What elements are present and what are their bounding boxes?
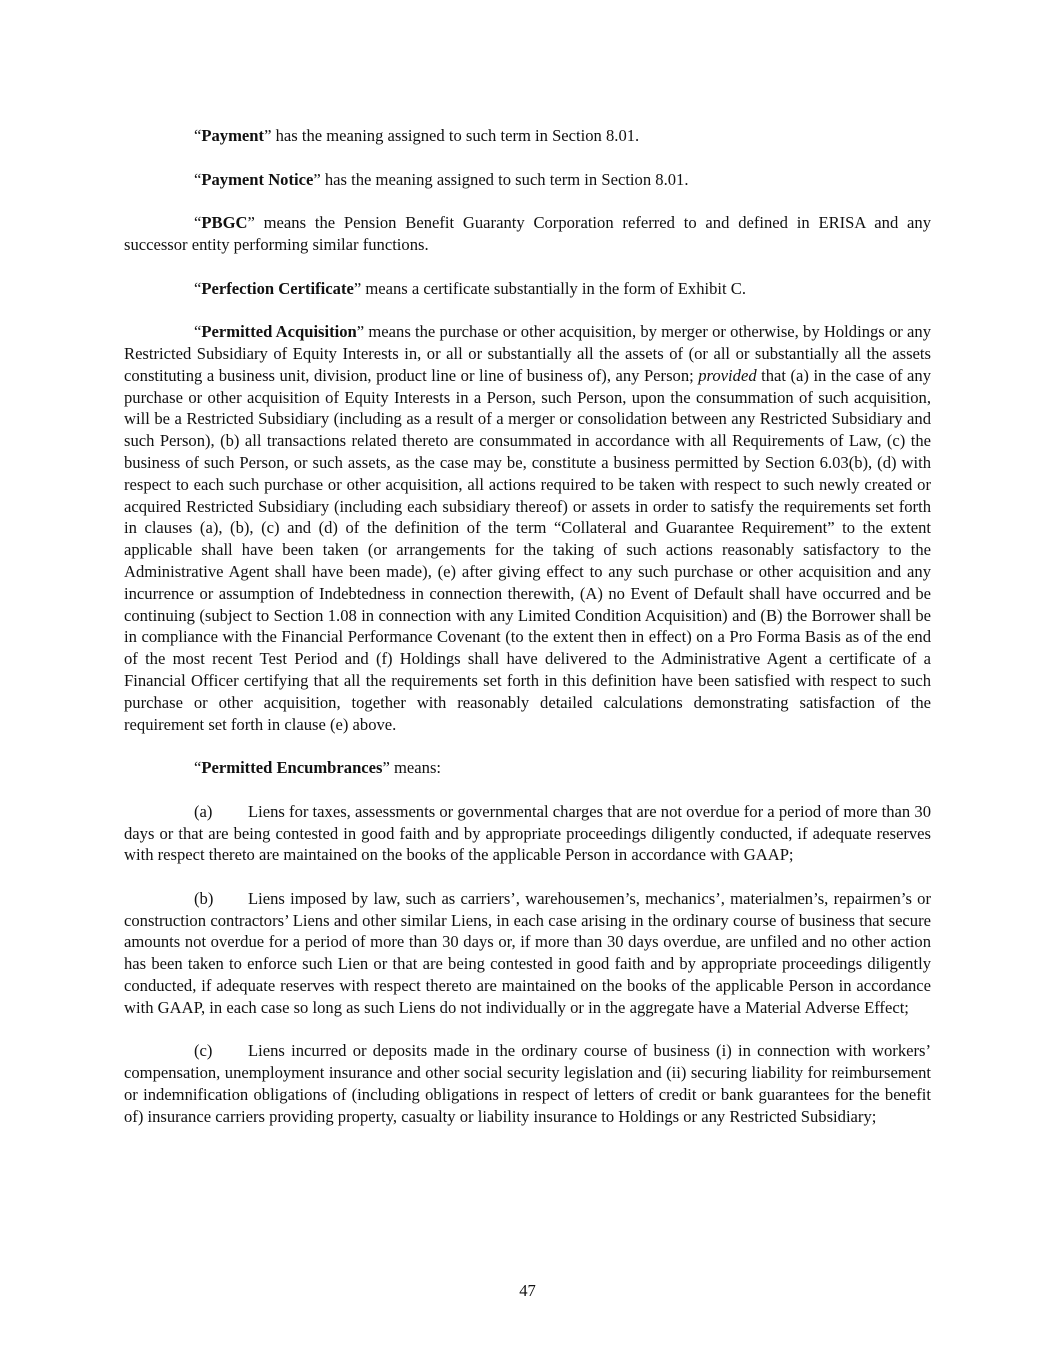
defined-term: Permitted Encumbrances [201,758,383,778]
definition-text: ” means the Pension Benefit Guaranty Corporation referred to and defined in ERISA and any successor entity performing similar functions. [124,213,931,254]
item-label: (b) [194,888,214,908]
defined-term: Payment Notice [201,169,314,189]
page-number: 47 [519,1281,536,1300]
defined-term: Perfection Certificate [201,278,354,298]
item-label: (a) [194,801,213,821]
definition-text-after: that (a) in the case of any purchase or other acquisition of Equity Interests in a Person, such Person, upon the consummation of such acquisition, will be a Restricted Subsidiary (including as a result of a merger or consolidation between any Restricted Subsidiary and such Person), (b) all transactions related thereto are consummated in accordance with all Requirements of Law, (c) the business of such Person, or such assets, as the case may be, constitute a business permitted by Section 6.03(b), (d) with respect to each such purchase or other acquisition, all actions required to be taken with respect to such newly created or acquired Restricted Subsidiary (including each subsidiary thereof) or assets in order to satisfy the requirements set forth in clauses (a), (b), (c) and (d) of the definition of the term “Collateral and Guarantee Requirement” to the extent applicable shall have been taken (or arrangements for the taking of such actions reasonably satisfactory to the Administrative Agent shall have been made), (e) after giving effect to any such purchase or other acquisition and any incurrence or assumption of Indebtedness in connection therewith, (A) no Event of Default shall have occurred and be continuing (subject to Section 1.08 in connection with any Limited Condition Acquisition) and (B) the Borrower shall be in compliance with the Financial Performance Covenant (to the extent then in effect) on a Pro Forma Basis as of the end of the most recent Test Period and (f) Holdings shall have delivered to the Administrative Agent a certificate of a Financial Officer certifying that all the requirements set forth in this definition have been satisfied with respect to such purchase or other acquisition, together with reasonably detailed calculations demonstrating satisfaction of the requirement set forth in clause (e) above. [124,365,931,734]
item-text: Liens imposed by law, such as carriers’, warehousemen’s, mechanics’, materialmen’s, repairmen’s or construction contractors’ Liens and other similar Liens, in each case arising in the ordinary course of business that secure amounts not overdue for a period of more than 30 days or, if more than 30 days overdue, are unfiled and no other action has been taken to enforce such Lien or that are being contested in good faith and by appropriate proceedings diligently conducted, if adequate reserves with respect thereto are maintained on the books of the applicable Person in accordance with GAAP, in each case so long as such Liens do not individually or in the aggregate have a Material Adverse Effect; [124,888,931,1017]
definition-payment-notice: “Payment Notice” has the meaning assigned to such term in Section 8.01. [194,169,689,189]
encumbrance-item-b [124,888,931,1019]
item-label: (c) [194,1041,213,1061]
definition-text: ” means a certificate substantially in the form of Exhibit C. [353,278,747,298]
definition-permitted-acquisition: “Permitted Acquisition” means the purchase or other acquisition, by merger or otherwise, by Holdings or any Restricted Subsidiary of Equity Interests in, or all or substantially all the assets of (or all or substantially all the assets constituting a business unit, division, product line or line of business of), any Person; provided that (a) in the case of any purchase or other acquisition of Equity Interests in a Person, such Person, upon the consummation of such acquisition, will be a Restricted Subsidiary (including as a result of a merger or consolidation between any Restricted Subsidiary and such Person), (b) all transactions related thereto are consummated in accordance with all Requirements of Law, (c) the business of such Person, or such assets, as the case may be, constitute a business permitted by Section 6.03(b), (d) with respect to each such purchase or other acquisition, all actions required to be taken with respect to such newly created or acquired Restricted Subsidiary (including each subsidiary thereof) or assets in order to satisfy the requirements set forth in clauses (a), (b), (c) and (d) of the definition of the term “Collateral and Guarantee Requirement” to the extent applicable shall have been taken (or arrangements for the taking of such actions reasonably satisfactory to the Administrative Agent shall have been made), (e) after giving effect to any such purchase or other acquisition and any incurrence or assumption of Indebtedness in connection therewith, (A) no Event of Default shall have occurred and be continuing (subject to Section 1.08 in connection with any Limited Condition Acquisition) and (B) the Borrower shall be in compliance with the Financial Performance Covenant (to the extent then in effect) on a Pro Forma Basis as of the end of the most recent Test Period and (f) Holdings shall have delivered to the Administrative Agent a certificate of a Financial Officer certifying that all the requirements set forth in this definition have been satisfied with respect to such purchase or other acquisition, together with reasonably detailed calculations demonstrating satisfaction of the requirement set forth in clause (e) above. [124,322,931,734]
encumbrance-item-c [124,1040,931,1127]
italic-provided: provided [698,365,757,385]
item-text: Liens for taxes, assessments or governmental charges that are not overdue for a period of more than 30 days or that are being contested in good faith and by appropriate proceedings diligently conducted, if adequate reserves with respect thereto are maintained on the books of the applicable Person in accordance with GAAP; [124,801,931,865]
item-text: Liens incurred or deposits made in the ordinary course of business (i) in connection with workers’ compensation, unemployment insurance and other social security legislation and (ii) securing liability for reimbursement or indemnification obligations of (including obligations in respect of letters of credit or bank guarantees for the benefit of) insurance carriers providing property, casualty or liability insurance to Holdings or any Restricted Subsidiary; [124,1041,931,1126]
encumbrance-item-a [124,801,931,866]
definition-pbgc: “PBGC” means the Pension Benefit Guaranty Corporation referred to and defined in ERISA and any successor entity performing similar functions. [124,213,931,254]
defined-term: PBGC [201,213,248,233]
definition-perfection-certificate: “Perfection Certificate” means a certificate substantially in the form of Exhibit C. [194,278,747,298]
definition-text-before: ” means the purchase or other acquisition, by merger or otherwise, by Holdings or any Restricted Subsidiary of Equity Interests in, or all or substantially all the assets of (or all or substantially all the assets constituting a business unit, division, product line or line of business of), any Person; [124,322,931,385]
defined-term: Payment [201,126,265,145]
definition-text: ” has the meaning assigned to such term in Section 8.01. [313,169,689,189]
definition-text: ” has the meaning assigned to such term in Section 8.01. [264,126,640,145]
definition-payment: “Payment” has the meaning assigned to such term in Section 8.01. [194,126,640,145]
definition-permitted-encumbrances: “Permitted Encumbrances” means: [194,758,442,778]
definition-text: ” means: [382,758,442,778]
defined-term: Permitted Acquisition [201,322,357,342]
